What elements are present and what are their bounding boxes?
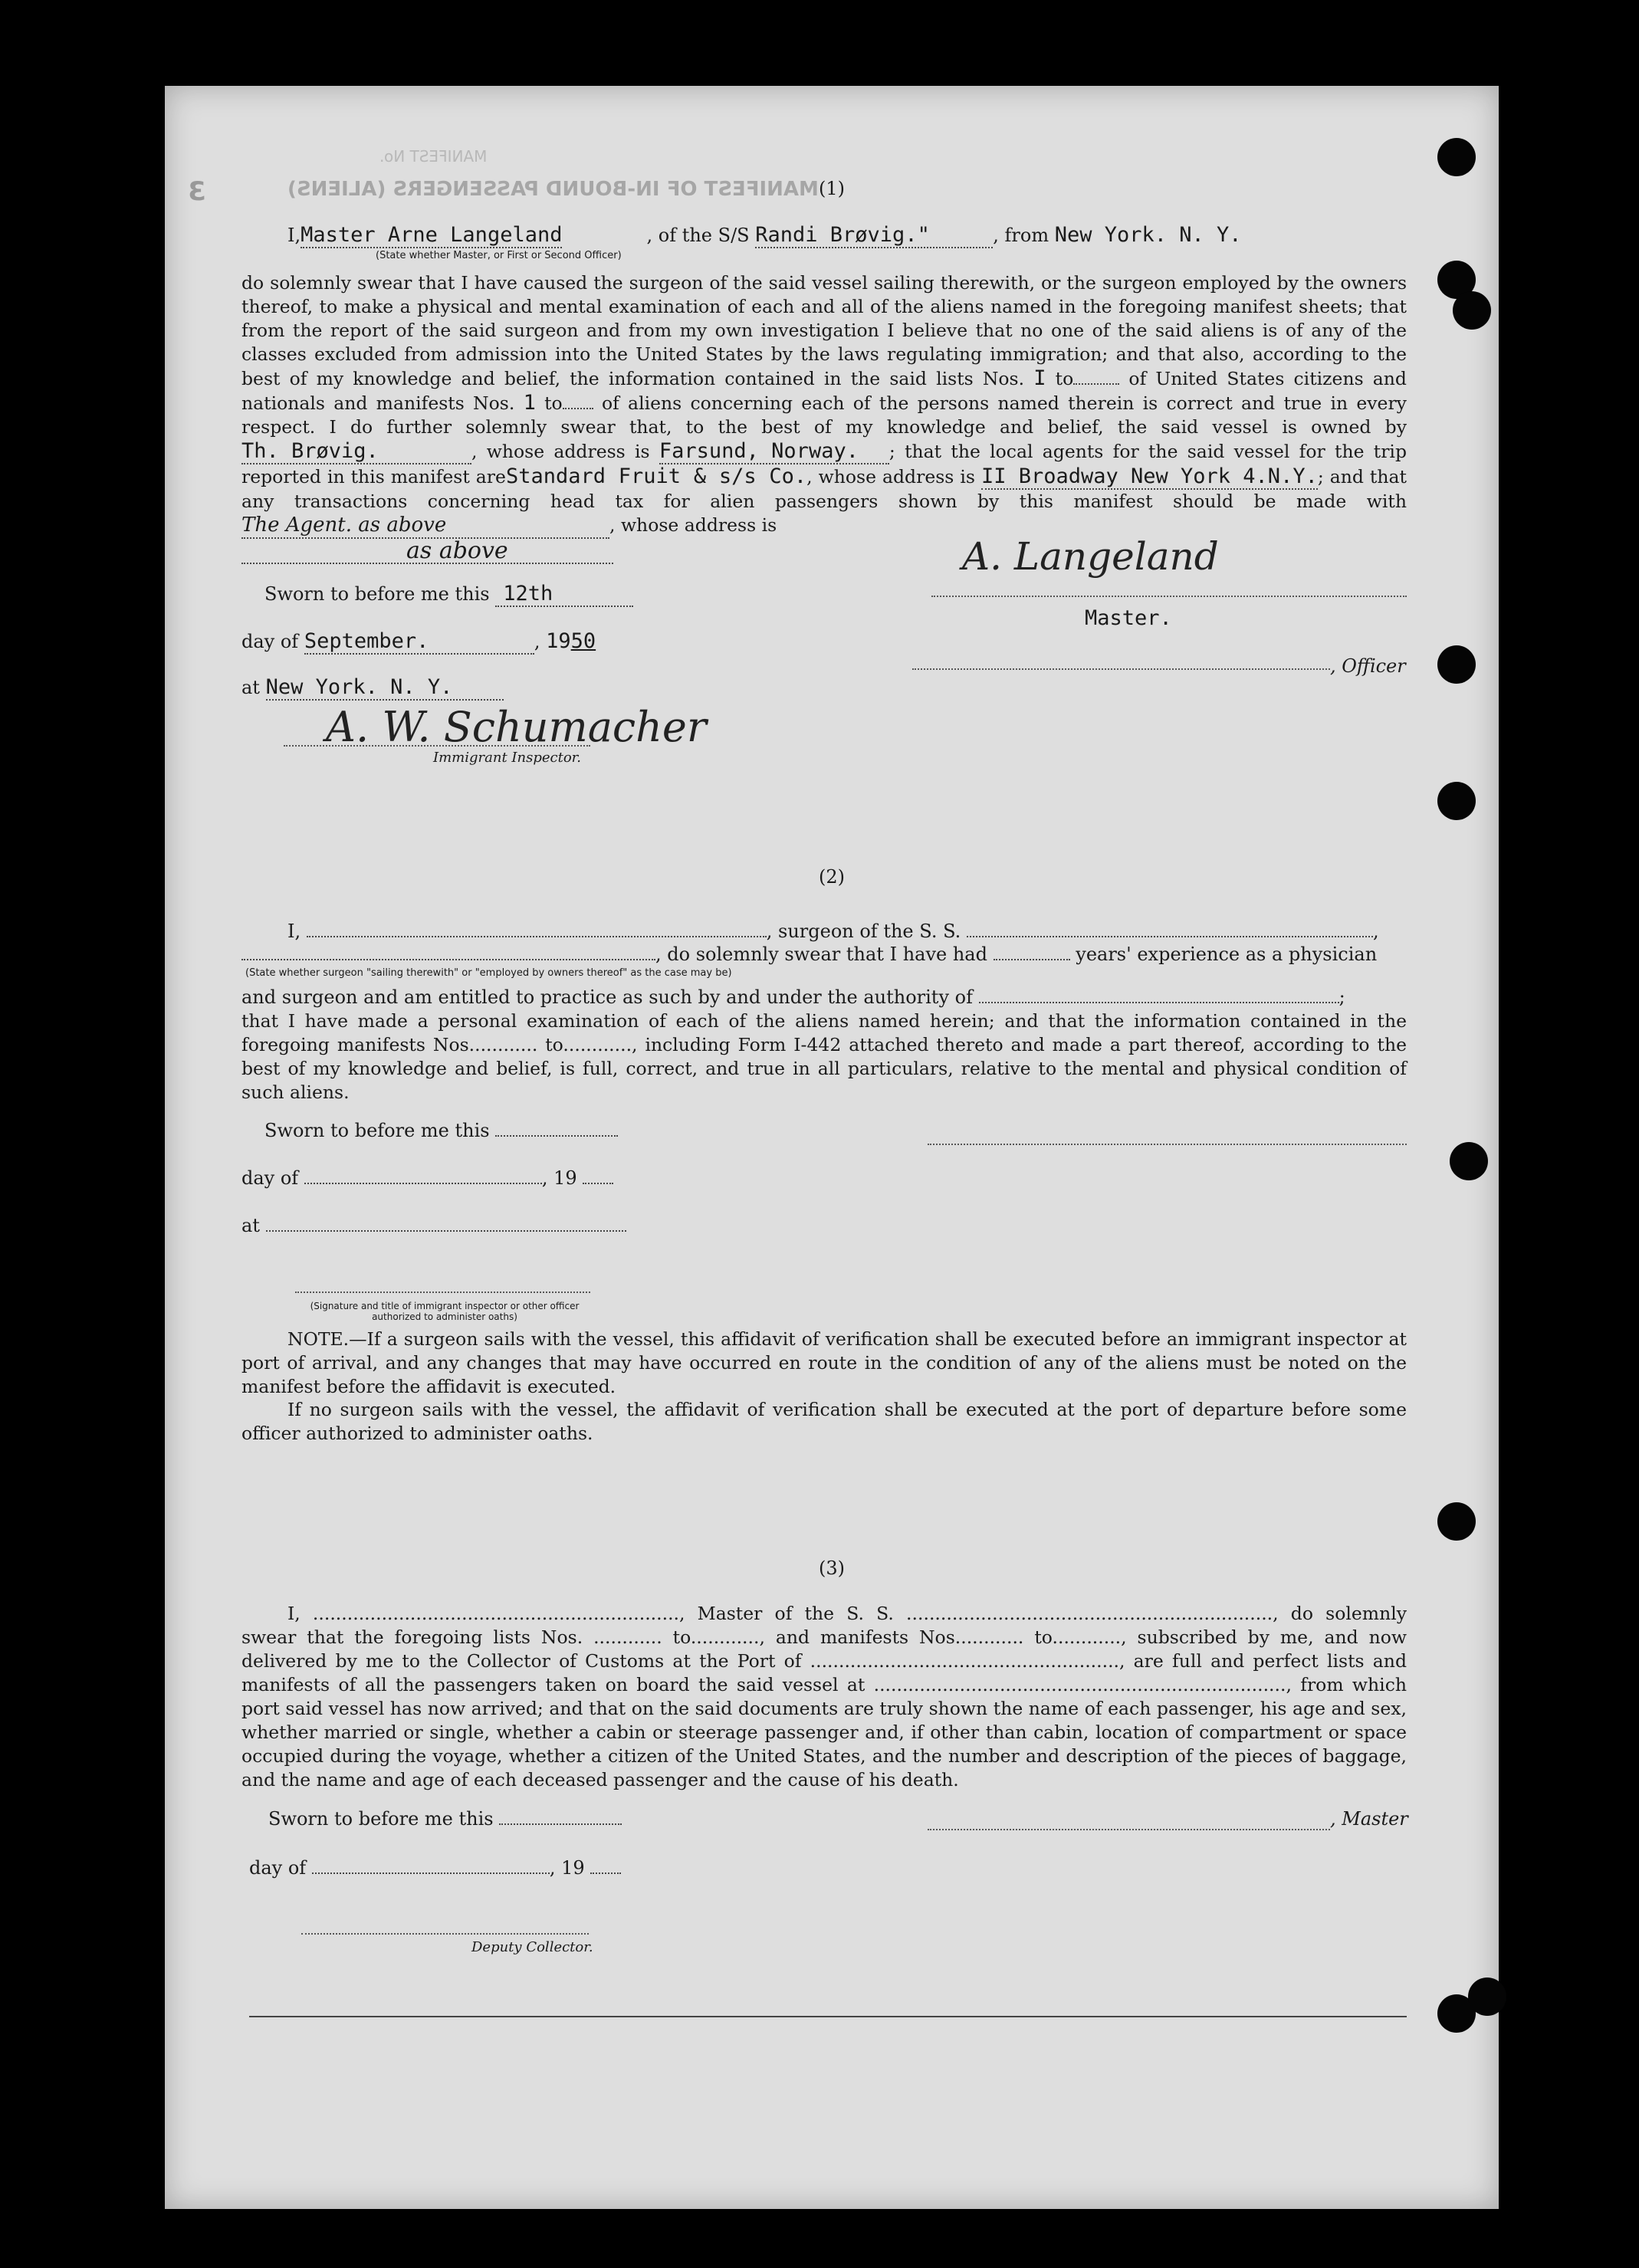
section-3-master-label: , Master [1330, 1808, 1408, 1830]
vessel-owner: Th. Brøvig. [241, 439, 471, 464]
officer-name: Master Arne Langeland [301, 223, 563, 247]
section-1-number: (1) [819, 178, 845, 199]
note-paragraph-2: If no surgeon sails with the vessel, the affidavit of verification shall be executed at the port of departure before some officer authorized to administer oaths. [241, 1399, 1407, 1444]
vessel-name: Randi Brøvig." [755, 224, 993, 248]
section-2-sworn-line: Sworn to before me this [264, 1119, 618, 1142]
bottom-rule [249, 2016, 1407, 2017]
punch-hole [1437, 645, 1476, 684]
section-2-line-2: , do solemnly swear that I have had years' experience as a physician [241, 943, 1377, 966]
master-signature: A. Langeland [962, 534, 1219, 579]
section-1-date-line: day of September. , 1950 [241, 629, 596, 653]
section-2-place-line: at [241, 1214, 626, 1237]
manifest-title-bleedthrough: MANIFEST OF IN-BOUND PASSENGERS (ALIENS) [287, 178, 819, 201]
page-number-bleedthrough: 3 [188, 176, 206, 207]
section-2-body: that I have made a personal examination of each of the aliens named herein; and that the information contained in the foregoing manifests Nos............ to............, including Form I-442 attached thereto and made a part thereof, according to the best of my knowledge and belief, is full, correct, and true in all particulars, relative to the mental and physical condition of such aliens. [241, 1010, 1407, 1103]
section-1-place-line: at New York. N. Y. [241, 676, 504, 701]
agents-address: II Broadway New York 4.N.Y. [980, 464, 1318, 488]
officer-label: , Officer [1330, 655, 1406, 677]
note-paragraph: NOTE.—If a surgeon sails with the vessel, this affidavit of verification shall be executed before an immigrant inspector at port of arrival, and any changes that may have occurred en route in the condition of any of the aliens must be noted on the manifest before the affidavit is executed. [241, 1328, 1407, 1397]
section-1-body: do solemnly swear that I have caused the surgeon of the said vessel sailing therewith, or the surgeon employed by the owners thereof, to make a physical and mental examination of each and all of the aliens named in the foregoing manifest sheets; that from the report of the said surgeon and from my own investigation I believe that no one of the said aliens is of any of the classes excluded from admission into the United States by the laws regulating immigration; and that also, according to the best of my knowledge and belief, the information contained in the said lists Nos. I to of United States citizens and nationals and manifests Nos. 1 to of aliens concerning each of the persons named therein is correct and true in every respect. I do further solemnly swear that, to the best of my knowledge and belief, the said vessel is owned by Th. Brøvig. , whose address is Farsund, Norway. ; that the local agents for the said vessel for the trip reported in this manifest areStandard Fruit & s/s Co., whose address is II Broadway New York 4.N.Y.; and that any transactions concerning head tax for alien passengers shown by this manifest should be made with The Agent. as above , whose address is as above [241, 272, 1407, 564]
from-port: New York. N. Y. [1054, 223, 1242, 247]
section-2-signature-caption: (Signature and title of immigrant inspector or other officer authorized to administer oaths) [310, 1301, 580, 1322]
master-title: Master. [1085, 606, 1172, 630]
head-tax-address: as above [241, 539, 613, 564]
punch-hole [1468, 1978, 1506, 2016]
local-agents: Standard Fruit & s/s Co. [505, 464, 807, 488]
officer-caption: (State whether Master, or First or Second Officer) [376, 250, 622, 261]
sworn-place: New York. N. Y. [266, 676, 504, 701]
sworn-month: September. [304, 630, 534, 655]
inspector-caption: Immigrant Inspector. [433, 750, 582, 766]
section-2-number: (2) [819, 866, 845, 888]
section-1-officer-line: I,Master Arne Langeland , of the S/S Randi Brøvig." , from New York. N. Y. [287, 223, 1242, 247]
section-2-authority-line: and surgeon and am entitled to practice as such by and under the authority of ; [241, 986, 1345, 1008]
section-2-date-line: day of , 19 [241, 1167, 613, 1190]
punch-hole [1437, 138, 1476, 176]
deputy-collector-caption: Deputy Collector. [471, 1939, 593, 1955]
punch-hole [1437, 782, 1476, 820]
surgeon-caption: (State whether surgeon "sailing therewith" or "employed by owners thereof" as the case may be) [245, 967, 732, 979]
sworn-day: 12th [495, 583, 633, 607]
section-3-sworn-line: Sworn to before me this [268, 1807, 622, 1830]
punch-hole [1450, 1142, 1488, 1180]
section-3-date-line: day of , 19 [249, 1856, 621, 1879]
section-2-line-1: I, , surgeon of the S. S. , [287, 921, 1379, 942]
sworn-year: 1950 [546, 629, 596, 653]
section-3-number: (3) [819, 1557, 845, 1579]
lists-from: I [1033, 366, 1046, 390]
punch-hole [1453, 291, 1491, 330]
punch-hole [1437, 1502, 1476, 1541]
document-page [165, 86, 1499, 2209]
manifest-number-bleedthrough: MANIFEST No. [379, 147, 488, 166]
section-1-sworn-line: Sworn to before me this 12th [264, 583, 633, 607]
owner-address: Farsund, Norway. [659, 439, 889, 464]
head-tax-party: The Agent. as above [241, 514, 609, 539]
inspector-signature: A. W. Schumacher [326, 703, 707, 751]
manifests-from: 1 [523, 391, 536, 415]
section-3-body: I, ................................................................, Master of the S. S. ................................................................, do solemnly swear that the foregoing lists Nos. ............ to............, and manifests Nos............ to............, subscribed by me, and now delivered by me to the Collector of Customs at the Port of ......................................................, are full and perfect lists and manifests of all the passengers taken on board the said vessel at ........................................................................, from which port said vessel has now arrived; and that on the said documents are truly shown the name of each passenger, his age and sex, whether married or single, whether a cabin or steerage passenger and, if other than cabin, location of compartment or space occupied during the voyage, whether a citizen of the United States, and the number and description of the pieces of baggage, and the name and age of each deceased passenger and the cause of his death. [241, 1603, 1407, 1790]
